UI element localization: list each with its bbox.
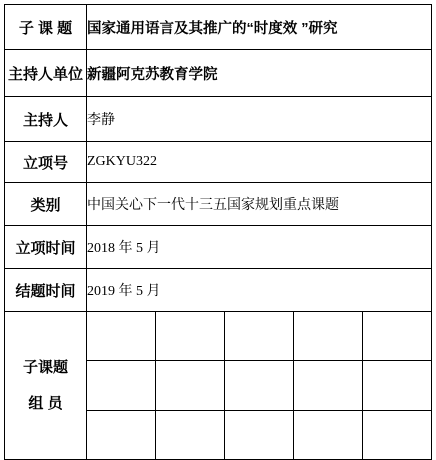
category-value: 中国关心下一代十三五国家规划重点课题 [87, 183, 432, 226]
members-grid-cell-blank [293, 361, 362, 411]
members-grid-cell-blank [225, 361, 294, 411]
members-grid-cell-blank [225, 312, 294, 361]
row-members [5, 312, 432, 460]
members-grid-cell-blank [362, 411, 431, 460]
members-grid-cell-blank [362, 312, 431, 361]
category-label: 类别 [5, 183, 87, 226]
members-grid-cell-blank [87, 411, 156, 460]
row-subtopic [5, 5, 432, 50]
members-grid-row [87, 312, 431, 361]
approval-date-value: 2018 年 5 月 [87, 226, 432, 269]
row-category [5, 183, 432, 226]
members-grid-cell-blank [225, 411, 294, 460]
members-grid-cell-blank [156, 411, 225, 460]
row-completion-date [5, 269, 432, 312]
project-number-value: ZGKYU322 [87, 142, 432, 183]
members-grid [87, 312, 431, 459]
members-grid-cell-blank [293, 312, 362, 361]
row-project-number [5, 142, 432, 183]
members-label-line2: 组 员 [28, 394, 63, 412]
project-number-label: 立项号 [5, 142, 87, 183]
info-table [4, 4, 432, 460]
host-unit-value: 新疆阿克苏教育学院 [87, 50, 432, 97]
subtopic-label: 子 课 题 [5, 5, 87, 50]
host-value: 李静 [87, 97, 432, 142]
subtopic-value: 国家通用语言及其推广的“时度效 ”研究 [87, 5, 432, 50]
row-host [5, 97, 432, 142]
host-label: 主持人 [5, 97, 87, 142]
members-grid-cell-blank [156, 361, 225, 411]
row-host-unit [5, 50, 432, 97]
members-grid-cell-blank [362, 361, 431, 411]
members-grid-cell-blank [293, 411, 362, 460]
members-label-cell [5, 312, 87, 460]
members-grid-cell-blank [87, 312, 156, 361]
members-grid-row [87, 361, 431, 411]
completion-date-label: 结题时间 [5, 269, 87, 312]
members-grid-cell-blank [87, 361, 156, 411]
members-grid-row [87, 411, 431, 460]
members-grid-cell [87, 312, 432, 460]
project-info-form [4, 4, 432, 452]
approval-date-label: 立项时间 [5, 226, 87, 269]
host-unit-label: 主持人单位 [5, 50, 87, 97]
members-label-line1: 子课题 [22, 358, 68, 376]
completion-date-value: 2019 年 5 月 [87, 269, 432, 312]
members-label [5, 358, 86, 414]
row-approval-date [5, 226, 432, 269]
members-grid-cell-blank [156, 312, 225, 361]
